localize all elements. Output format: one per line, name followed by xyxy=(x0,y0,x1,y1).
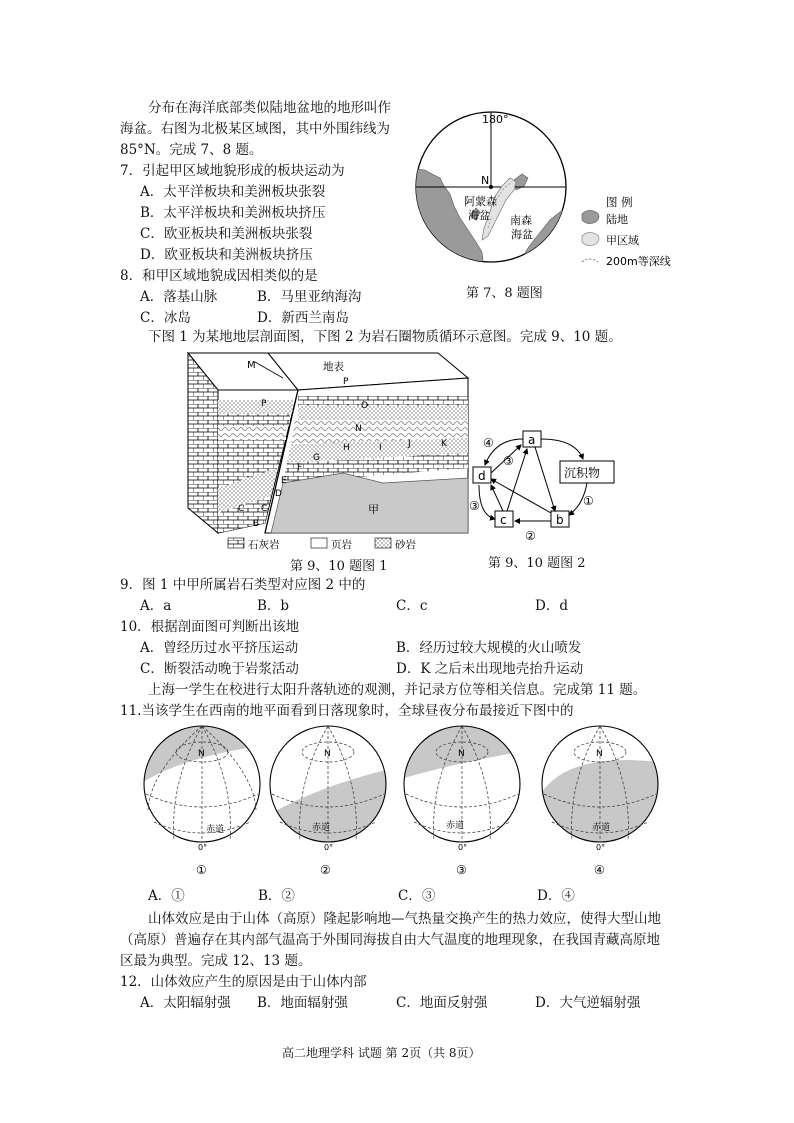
q12-option-d: D．大气逆辐射强 xyxy=(535,995,641,1011)
node-a: a xyxy=(528,433,536,447)
legend-area-label: 甲区域 xyxy=(606,234,639,247)
q10-option-b: B．经历过较大规模的火山喷发 xyxy=(396,640,582,656)
legend-area-swatch xyxy=(582,232,599,245)
globe-2-zero: 0° xyxy=(324,843,334,852)
node-d: d xyxy=(478,469,486,483)
arrow-label-3b: ③ xyxy=(469,499,480,513)
fig78-caption: 第 7、8 题图 xyxy=(466,286,543,301)
q11-option-c: C．③ xyxy=(398,888,436,904)
label-n: N xyxy=(481,174,490,187)
label-i: I xyxy=(379,443,382,453)
intro-12-13-line3: 区最为典型。完成 12、13 题。 xyxy=(120,953,312,969)
basin2-label-2: 海盆 xyxy=(511,228,533,241)
basin2-label-1: 南森 xyxy=(510,214,532,227)
q10-stem: 10．根据剖面图可判断出该地 xyxy=(120,619,300,635)
q8-option-a: A．落基山脉 xyxy=(140,289,218,305)
label-j: J xyxy=(408,439,411,449)
label-d: D xyxy=(275,489,282,499)
legend-depth-label: 200m等深线 xyxy=(606,255,671,268)
strata-block-figure xyxy=(183,348,473,553)
legend-sandstone: 砂岩 xyxy=(395,539,416,551)
fig9-1-caption: 第 9、10 题图 1 xyxy=(290,559,388,574)
arrow-label-2: ② xyxy=(525,529,536,543)
q10-option-d: D．K 之后未出现地壳抬升运动 xyxy=(396,661,584,677)
q11-stem: 11.当该学生在西南的地平面看到日落现象时，全球昼夜分布最接近下图中的 xyxy=(120,703,574,719)
globe-2 xyxy=(270,726,386,852)
intro-7-8-line1: 分布在海洋底部类似陆地盆地的地形叫作 xyxy=(148,100,391,116)
intro-7-8-line3: 85°N。完成 7、8 题。 xyxy=(120,142,263,158)
intro-7-8-line2: 海盆。右图为北极某区域图，其中外围纬线为 xyxy=(120,121,390,137)
intro-9-10: 下图 1 为某地地层剖面图，下图 2 为岩石圈物质循环示意图。完成 9、10 题。 xyxy=(148,329,622,345)
label-f: F xyxy=(297,463,303,473)
q9-option-b: B．b xyxy=(257,598,290,614)
label-b: B xyxy=(253,519,260,529)
globe-label-3: ③ xyxy=(456,863,467,877)
legend-land-label: 陆地 xyxy=(606,213,628,226)
q7-stem: 7．引起甲区域地貌形成的板块运动为 xyxy=(120,163,345,179)
fig9-2-caption: 第 9、10 题图 2 xyxy=(488,556,586,571)
label-c-left: C xyxy=(238,504,245,514)
label-surface: 地表 xyxy=(323,361,344,373)
q10-option-c: C．断裂活动晚于岩浆活动 xyxy=(140,661,299,677)
legend-title: 图 例 xyxy=(606,195,633,209)
globe-1-n: N xyxy=(198,749,205,759)
arrow-label-3a: ③ xyxy=(503,454,514,468)
q12-stem: 12．山体效应产生的原因是由于山体内部 xyxy=(120,974,367,990)
q11-option-d: D．④ xyxy=(537,888,575,904)
globe-1-equator: 赤道 xyxy=(206,825,225,835)
legend-limestone: 石灰岩 xyxy=(248,539,280,551)
label-180: 180° xyxy=(482,113,509,126)
page-footer: 高二地理学科 试题 第 2页（共 8页） xyxy=(282,1046,481,1060)
label-c-right: C xyxy=(261,504,268,514)
globe-3-zero: 0° xyxy=(458,843,468,852)
q11-option-b: B．② xyxy=(258,888,295,904)
q9-option-a: A．a xyxy=(140,598,172,614)
label-n: N xyxy=(355,424,362,434)
q10-option-a: A．曾经历过水平挤压运动 xyxy=(140,640,299,656)
globe-4-zero: 0° xyxy=(596,843,606,852)
globe-label-1: ① xyxy=(196,863,207,877)
globes-figure xyxy=(130,722,670,880)
q9-option-c: C．c xyxy=(396,598,428,614)
intro-12-13-line1: 山体效应是由于山体（高原）隆起影响地—气热量交换产生的热力效应，使得大型山地 xyxy=(148,911,661,927)
q12-option-c: C．地面反射强 xyxy=(396,995,488,1011)
legend-shale: 页岩 xyxy=(331,539,352,551)
node-sediment: 沉积物 xyxy=(564,466,601,480)
label-p-right: P xyxy=(343,377,349,387)
globe-4-n: N xyxy=(596,749,603,759)
label-m: M xyxy=(247,360,256,371)
globe-3-equator: 赤道 xyxy=(446,821,465,831)
label-jia: 甲 xyxy=(368,503,379,516)
globe-1 xyxy=(140,722,260,852)
globe-2-n: N xyxy=(324,749,331,759)
arctic-map-figure xyxy=(410,108,680,293)
label-e: E xyxy=(281,476,287,486)
globe-3 xyxy=(404,722,520,852)
q9-stem: 9．图 1 中甲所属岩石类型对应图 2 中的 xyxy=(120,577,366,593)
q7-option-c: C．欧亚板块和美洲板块张裂 xyxy=(140,226,313,242)
intro-12-13-line2: （高原）普遍存在其内部气温高于外围同海拔自由大气温度的地理现象，在我国青藏高原地 xyxy=(120,932,660,948)
label-k: K xyxy=(441,439,447,449)
basin1-label-2: 海盆 xyxy=(468,209,490,222)
legend-depth-swatch xyxy=(582,259,598,262)
q12-option-a: A．太阳辐射强 xyxy=(140,995,231,1011)
rock-cycle-figure xyxy=(465,425,620,545)
node-b: b xyxy=(556,513,564,527)
globe-3-n: N xyxy=(458,749,465,759)
arrow-label-1: ① xyxy=(583,494,594,508)
globe-label-2: ② xyxy=(320,863,331,877)
intro-11: 上海一学生在校进行太阳升落轨迹的观测，并记录方位等相关信息。完成第 11 题。 xyxy=(148,682,647,698)
label-g: G xyxy=(313,453,320,463)
q8-option-b: B．马里亚纳海沟 xyxy=(257,289,362,305)
label-o: O xyxy=(361,401,369,411)
q8-stem: 8．和甲区域地貌成因相类似的是 xyxy=(120,268,318,284)
globe-4 xyxy=(542,726,658,852)
node-c: c xyxy=(500,513,507,527)
q12-option-b: B．地面辐射强 xyxy=(257,995,348,1011)
q8-option-d: D．新西兰南岛 xyxy=(257,310,349,326)
q7-option-b: B．太平洋板块和美洲板块挤压 xyxy=(140,205,326,221)
basin1-label-1: 阿蒙森 xyxy=(464,195,497,208)
globe-2-equator: 赤道 xyxy=(312,823,331,833)
q8-option-c: C．冰岛 xyxy=(140,310,191,326)
label-p-left: P xyxy=(261,399,267,409)
legend-land-swatch xyxy=(582,210,599,223)
globe-4-equator: 赤道 xyxy=(592,823,611,833)
q7-option-a: A．太平洋板块和美洲板块张裂 xyxy=(140,184,326,200)
label-h: H xyxy=(343,443,350,453)
q9-option-d: D．d xyxy=(535,598,568,614)
arrow-label-4: ④ xyxy=(483,436,494,450)
globe-label-4: ④ xyxy=(594,863,605,877)
q11-option-a: A．① xyxy=(148,888,185,904)
q7-option-d: D．欧亚板块和美洲板块挤压 xyxy=(140,247,313,263)
globe-1-zero: 0° xyxy=(198,843,208,852)
